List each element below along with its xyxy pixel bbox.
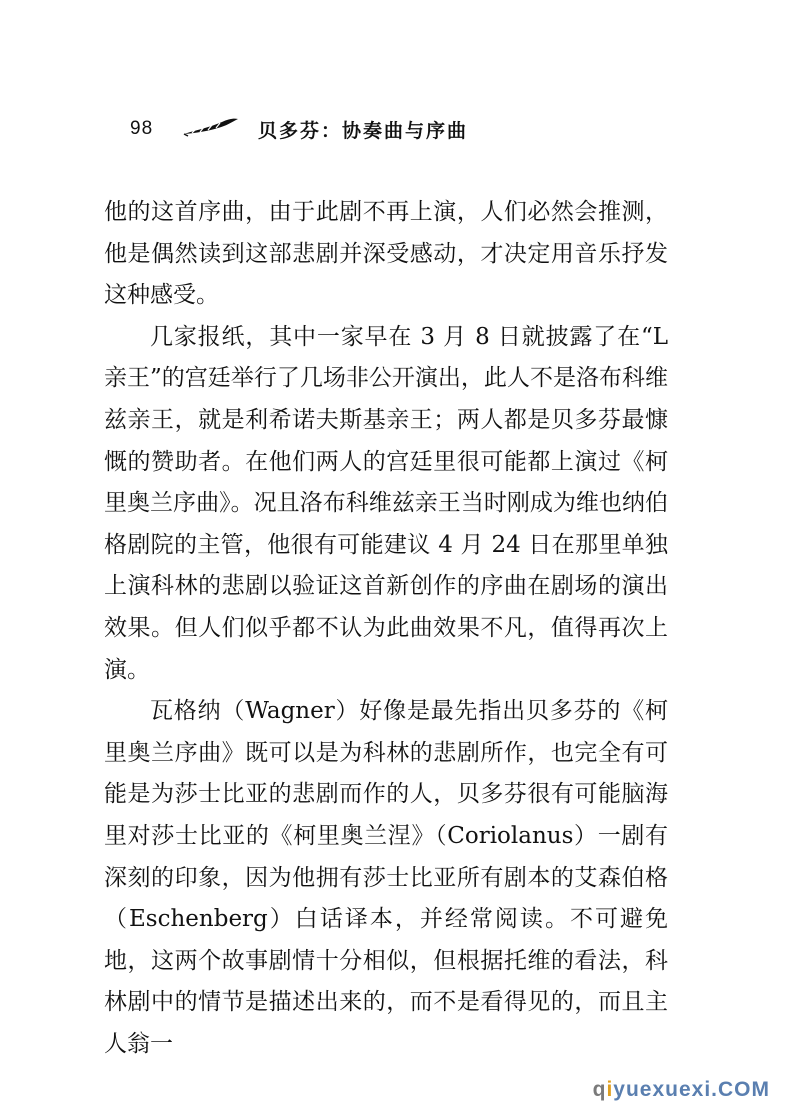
site-watermark (593, 1078, 770, 1102)
watermark-part: yuexuexi.COM (613, 1078, 770, 1101)
quill-flourish-icon (182, 116, 240, 138)
page-number: 98 (130, 118, 154, 139)
body-text (104, 192, 668, 1065)
paragraph-continued: 他的这首序曲，由于此剧不再上演，人们必然会推测，他是偶然读到这部悲剧并深受感动，才决定用音乐抒发这种感受。 (104, 199, 668, 309)
paragraph: 瓦格纳（Wagner）好像是最先指出贝多芬的《柯里奥兰序曲》既可以是为科林的悲剧所作，也完全有可能是为莎士比亚的悲剧而作的人，贝多芬很有可能脑海里对莎士比亚的《柯里奥兰涅》（Coriolanus）一剧有深刻的印象，因为他拥有莎士比亚所有剧本的艾森伯格（Eschenberg）白话译本，并经常阅读。不可避免地，这两个故事剧情十分相似，但根据托维的看法，科林剧中的情节是描述出来的，而不是看得见的，而且主人翁一 (104, 698, 668, 1057)
running-title: 贝多芬：协奏曲与序曲 (258, 120, 469, 142)
page-header (0, 110, 794, 150)
paragraph: 几家报纸，其中一家早在 3 月 8 日就披露了在“L 亲王”的宫廷举行了几场非公开演出，此人不是洛布科维兹亲王，就是利希诺夫斯基亲王；两人都是贝多芬最慷慨的赞助者。在他们两人的宫廷里很可能都上演过《柯里奥兰序曲》。况且洛布科维兹亲王当时刚成为维也纳伯格剧院的主管，他很有可能建议 4 月 24 日在那里单独上演科林的悲剧以验证这首新创作的序曲在剧场的演出效果。但人们似乎都不认为此曲效果不凡，值得再次上演。 (104, 323, 668, 683)
watermark-part: q (592, 1078, 607, 1101)
watermark-part: i (606, 1078, 614, 1101)
